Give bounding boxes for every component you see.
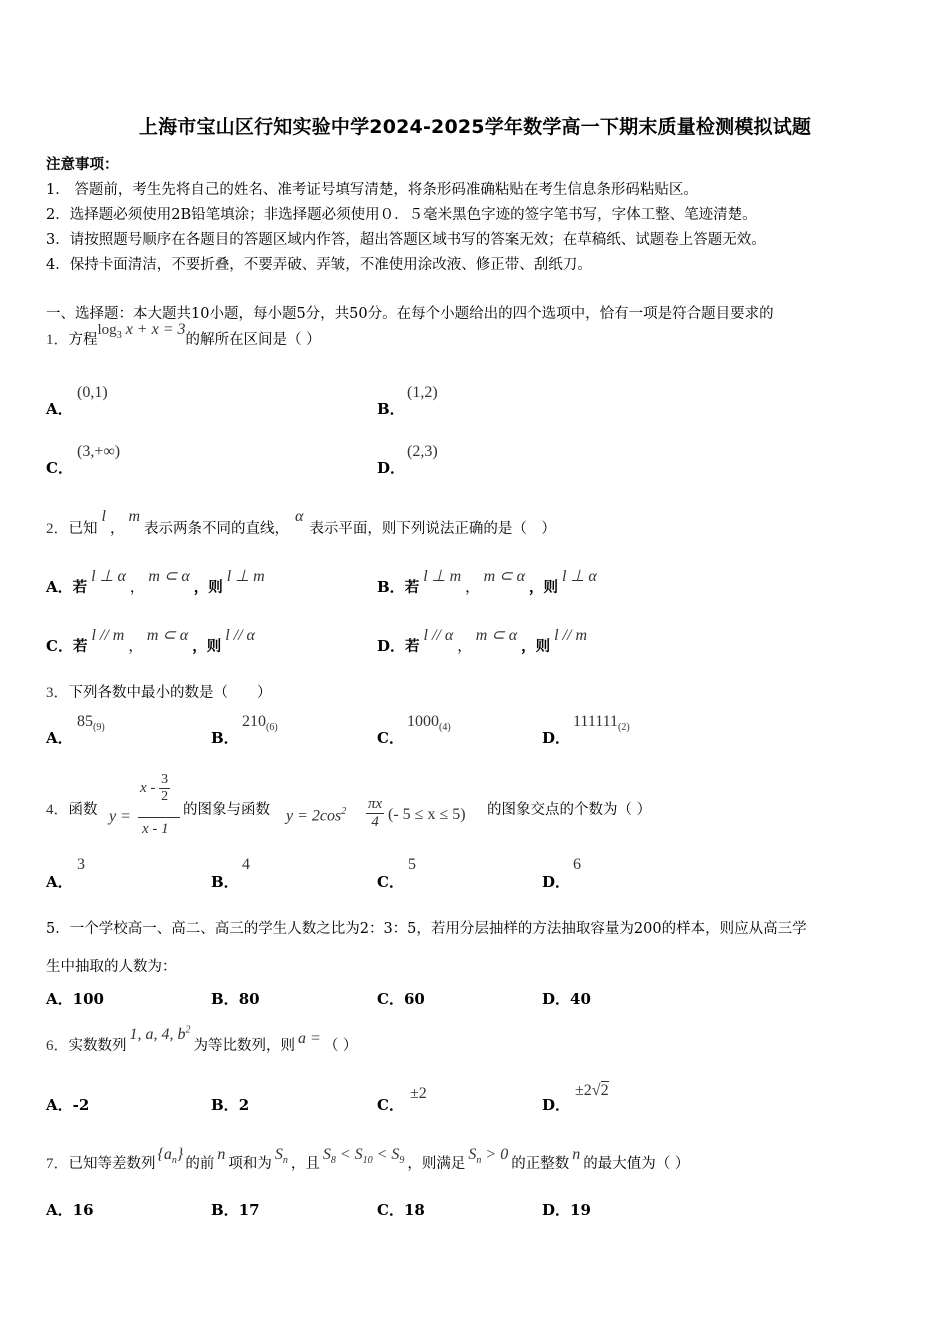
q2-option-a[interactable]: A．若l ⊥ α，m ⊂ α，则l ⊥ m <box>46 568 265 596</box>
q7-option-a[interactable]: A．16 <box>46 1201 94 1219</box>
q3-option-c-label[interactable]: C． <box>377 729 404 747</box>
q7-option-c[interactable]: C．18 <box>377 1201 425 1219</box>
q4-option-a-label[interactable]: A． <box>46 873 73 891</box>
q1-option-b[interactable]: (1,2) <box>407 384 438 401</box>
question-7: 7．已知等差数列$\{a_n\}$的前n项和为$S_n$ ，且$S_8 < S_{10} < S_9$ ，则满足$S_n > 0$的正整数n的最大值为（ ） <box>46 1146 690 1172</box>
q7-option-b[interactable]: B．17 <box>211 1201 260 1219</box>
q4-mid: 的图象与函数 <box>183 802 270 818</box>
q4-frac-den: x - 1 <box>142 821 169 837</box>
q2-option-d[interactable]: D．若l // α，m ⊂ α，则l // m <box>377 627 587 655</box>
q5-option-d[interactable]: D．40 <box>542 990 591 1008</box>
q6-option-c[interactable]: ±2 <box>410 1085 427 1102</box>
q4-y2: $y = 2\cos^2$ <box>286 806 347 825</box>
q7-option-d[interactable]: D．19 <box>542 1201 591 1219</box>
q4-frac-bar <box>138 817 180 818</box>
question-number: 1． <box>46 332 69 348</box>
q4-frac2: $\frac{\pi x}{4}$ <box>368 796 383 830</box>
q6-option-b[interactable]: B．2 <box>211 1096 250 1114</box>
q6-option-c-label[interactable]: C． <box>377 1096 404 1114</box>
notice-item-2: 2．选择题必须使用2B铅笔填涂；非选择题必须使用０．５毫米黑色字迹的签字笔书写，字体工整、笔迹清楚。 <box>46 207 757 223</box>
sequence: 1, a, 4, $b^2$ <box>129 1024 191 1043</box>
q3-option-d[interactable]: $111111_{(2)}$ <box>573 713 630 734</box>
question-2: 2．已知l，m表示两条不同的直线，α表示平面，则下列说法正确的是（ ） <box>46 508 556 537</box>
q2-option-b[interactable]: B．若l ⊥ m，m ⊂ α，则l ⊥ α <box>377 568 597 596</box>
q4-option-a[interactable]: 3 <box>77 856 85 873</box>
q1-option-a[interactable]: (0,1) <box>77 384 108 401</box>
q1-option-d[interactable]: (2,3) <box>407 443 438 460</box>
q4-option-d[interactable]: 6 <box>573 856 581 873</box>
q3-option-c[interactable]: $1000_{(4)}$ <box>407 713 451 734</box>
q1-option-c[interactable]: (3,+∞) <box>77 443 121 460</box>
q4-post: 的图象交点的个数为（ ） <box>487 802 652 818</box>
q6-option-a[interactable]: A．-2 <box>46 1096 90 1114</box>
q5-option-a[interactable]: A．100 <box>46 990 104 1008</box>
q1-option-a-label[interactable]: A． <box>46 400 73 418</box>
question-5-line-2: 生中抽取的人数为： <box>46 959 177 975</box>
q6-option-d-label[interactable]: D． <box>542 1096 571 1114</box>
q3-option-a[interactable]: $85_{(9)}$ <box>77 713 105 734</box>
question-4-text: 4．函数 <box>46 802 98 818</box>
q3-option-d-label[interactable]: D． <box>542 729 571 747</box>
notice-item-1: 1． 答题前，考生先将自己的姓名、准考证号填写清楚，将条形码准确粘贴在考生信息条形码粘贴区。 <box>46 182 698 198</box>
q4-y: y = <box>109 808 131 825</box>
q5-option-c[interactable]: C．60 <box>377 990 425 1008</box>
q4-option-c-label[interactable]: C． <box>377 873 404 891</box>
q3-option-b[interactable]: $210_{(6)}$ <box>242 713 278 734</box>
notice-item-4: 4．保持卡面清洁，不要折叠，不要弄破、弄皱，不准使用涂改液、修正带、刮纸刀。 <box>46 257 592 273</box>
q4-range: (- 5 ≤ x ≤ 5) <box>388 806 466 823</box>
notice-item-3: 3．请按照题号顺序在各题目的答题区域内作答，超出答题区域书写的答案无效；在草稿纸、试题卷上答题无效。 <box>46 232 766 248</box>
notice-heading: 注意事项： <box>46 156 119 173</box>
q3-option-b-label[interactable]: B． <box>211 729 239 747</box>
q4-option-c[interactable]: 5 <box>408 856 416 873</box>
q2-option-c[interactable]: C．若l // m，m ⊂ α，则l // α <box>46 627 255 655</box>
q4-option-b-label[interactable]: B． <box>211 873 239 891</box>
question-6: 6．实数数列1, a, 4, $b^2$为等比数列，则 a = （ ） <box>46 1024 358 1054</box>
q5-option-b[interactable]: B．80 <box>211 990 260 1008</box>
question-3: 3．下列各数中最小的数是（ ） <box>46 685 272 701</box>
q3-option-a-label[interactable]: A． <box>46 729 73 747</box>
q4-frac-num: x - $\frac{3}{2}$ <box>140 772 169 804</box>
q6-option-d[interactable]: ±2√2 <box>575 1082 609 1099</box>
q1-option-d-label[interactable]: D． <box>377 459 406 477</box>
q1-option-b-label[interactable]: B． <box>377 400 405 418</box>
page-title: 上海市宝山区行知实验中学2024-2025学年数学高一下期末质量检测模拟试题 <box>138 116 812 138</box>
q4-option-b[interactable]: 4 <box>242 856 250 873</box>
q1-option-c-label[interactable]: C． <box>46 459 73 477</box>
equation: $\log_3 x + x = 3$ <box>97 321 186 341</box>
section-heading: 一、选择题：本大题共10小题，每小题5分，共50分。在每个小题给出的四个选项中，恰有一项是符合题目要求的 <box>46 306 774 322</box>
question-1: 1．方程$\log_3 x + x = 3$的解所在区间是（ ） <box>46 321 321 348</box>
sqrt-symbol: √ <box>591 1082 601 1099</box>
question-5-line-1: 5．一个学校高一、高二、高三的学生人数之比为2：3：5，若用分层抽样的方法抽取容量为200的样本，则应从高三学 <box>46 921 807 937</box>
q4-option-d-label[interactable]: D． <box>542 873 571 891</box>
